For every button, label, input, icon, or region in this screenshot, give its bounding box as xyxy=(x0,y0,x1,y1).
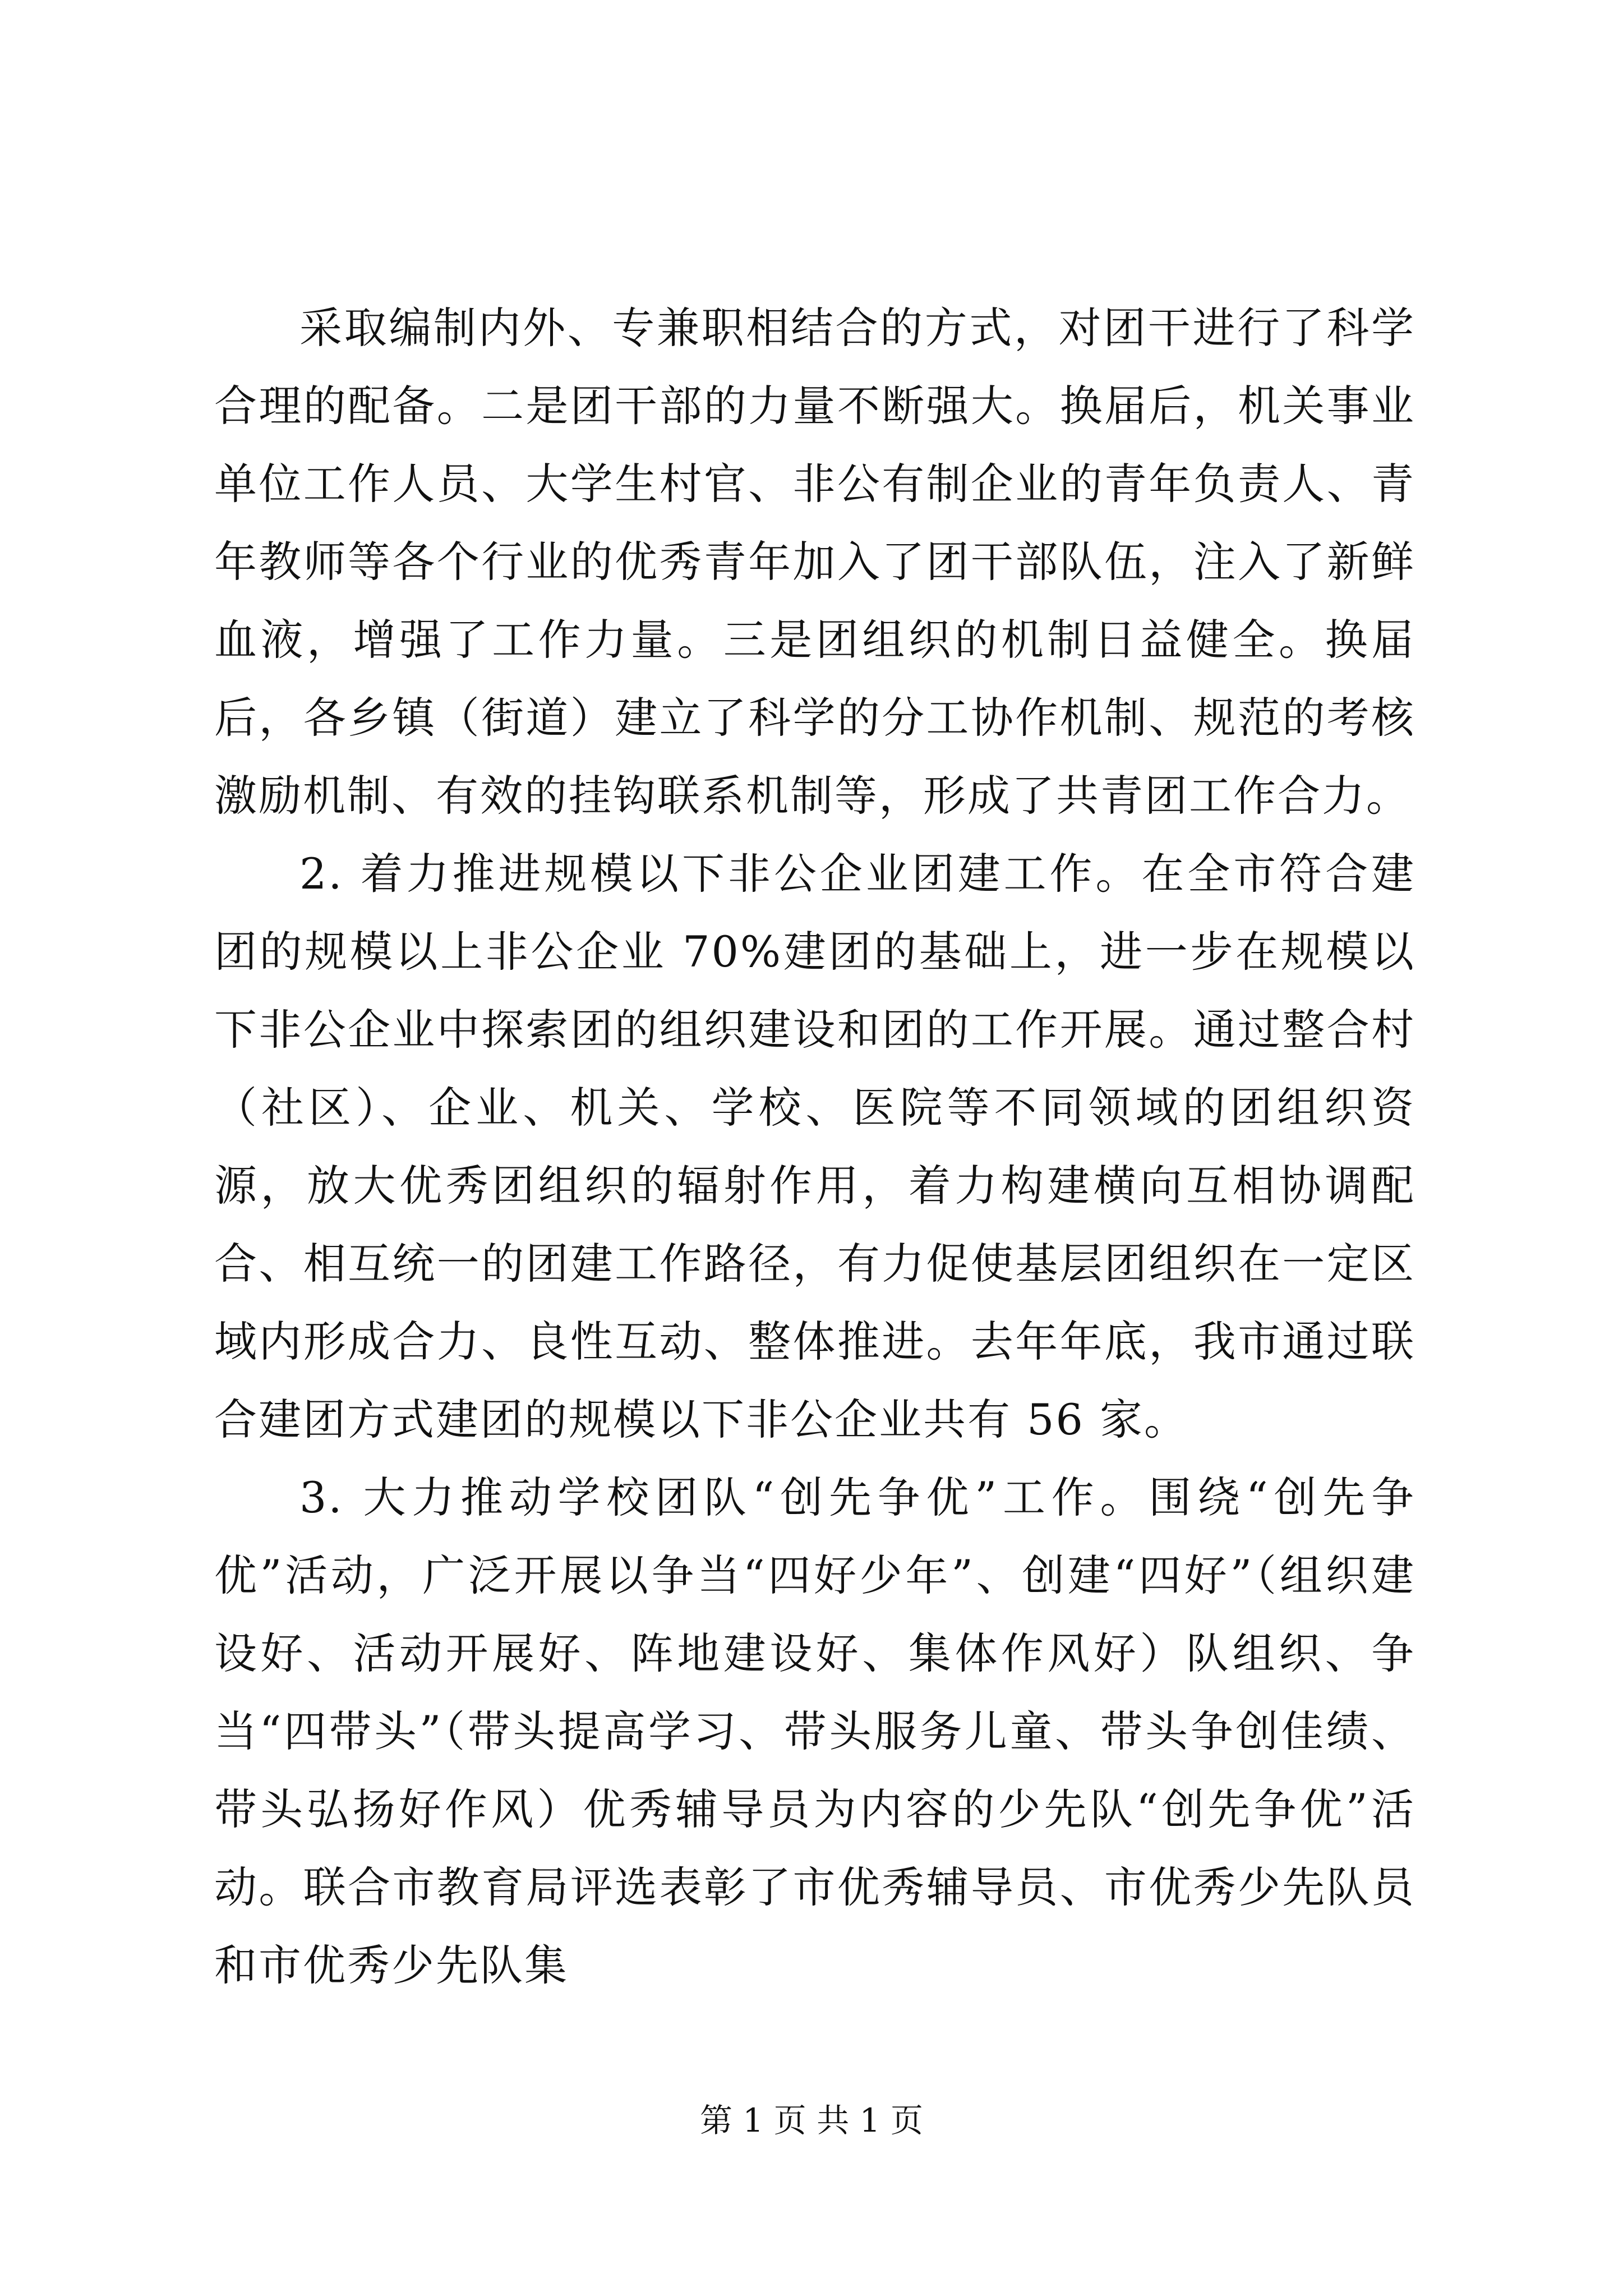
paragraph-2: 2. 着力推进规模以下非公企业团建工作。在全市符合建团的规模以上非公企业 70%建团的基础上，进一步在规模以下非公企业中探索团的组织建设和团的工作开展。通过整合村（社区）、企业、机关、学校、医院等不同领域的团组织资源，放大优秀团组织的辐射作用，着力构建横向互相协调配合、相互统一的团建工作路径，有力促使基层团组织在一定区域内形成合力、良性互动、整体推进。去年年底，我市通过联合建团方式建团的规模以下非公企业共有 56 家。 xyxy=(214,849,1415,1444)
paragraph-3: 3. 大力推动学校团队“创先争优”工作。围绕“创先争优”活动，广泛开展以争当“四好少年”、创建“四好”（组织建设好、活动开展好、阵地建设好、集体作风好）队组织、争当“四带头”（带头提高学习、带头服务儿童、带头争创佳绩、带头弘扬好作风）优秀辅导员为内容的少先队“创先争优”活动。联合市教育局评选表彰了市优秀辅导员、市优秀少先队员和市优秀少先队集 xyxy=(214,1473,1415,1990)
page-footer: 第 1 页 共 1 页 xyxy=(700,2101,923,2139)
document-body xyxy=(214,289,1415,2004)
paragraph-1: 采取编制内外、专兼职相结合的方式，对团干进行了科学合理的配备。二是团干部的力量不断强大。换届后，机关事业单位工作人员、大学生村官、非公有制企业的青年负责人、青年教师等各个行业的优秀青年加入了团干部队伍，注入了新鲜血液，增强了工作力量。三是团组织的机制日益健全。换届后，各乡镇（街道）建立了科学的分工协作机制、规范的考核激励机制、有效的挂钩联系机制等，形成了共青团工作合力。 xyxy=(214,303,1415,821)
